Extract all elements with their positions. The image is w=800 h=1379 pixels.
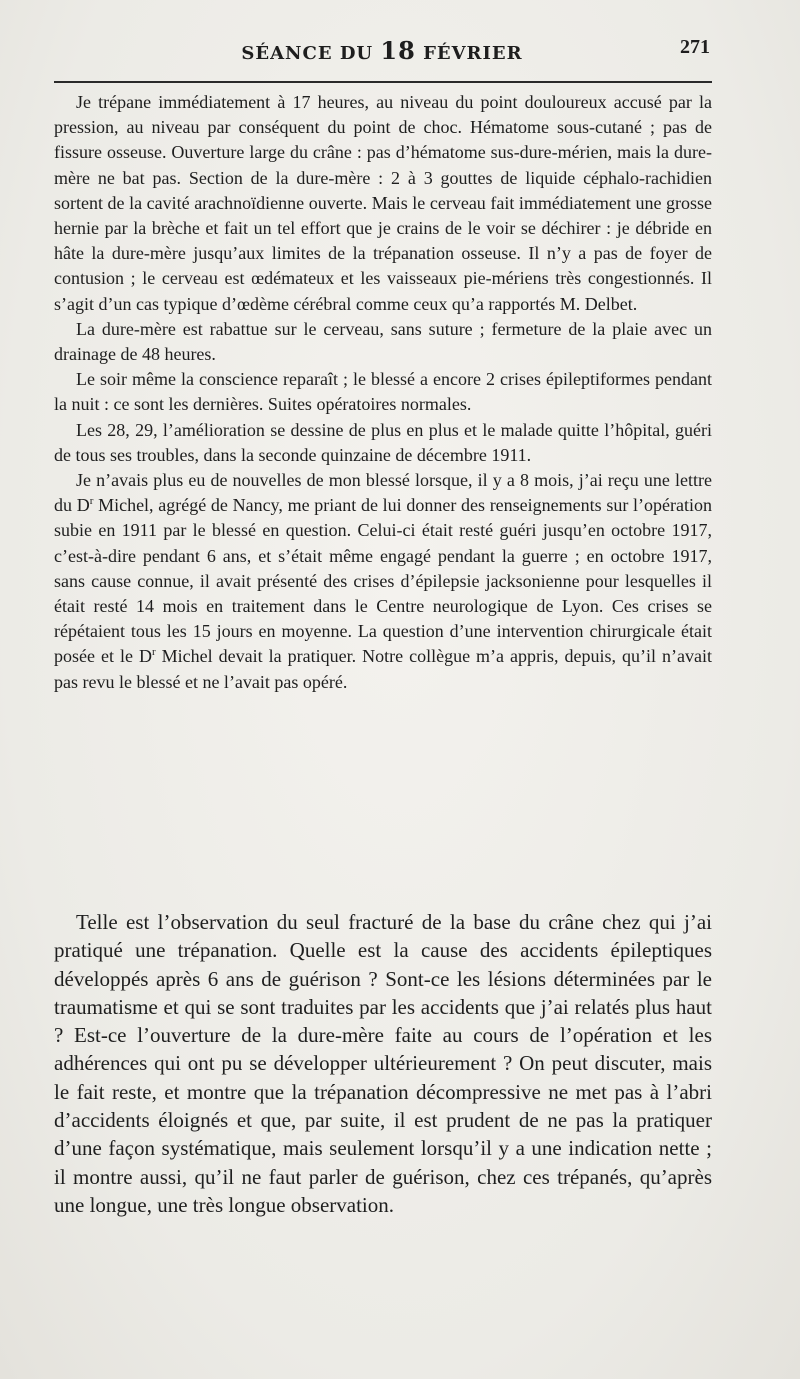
paragraph-discussion: Telle est l’observation du seul fracturé de la base du crâne chez qui j’ai pratiqué une trépanation. Quelle est la cause des accidents épileptiques développés après 6 ans de guérison ? Sont-ce les lésions déterminées par le traumatisme et qui se sont traduites par les accidents que j’ai relatés plus haut ? Est-ce l’ouverture de la dure-mère faite au cours de l’opération et les adhérences qui ont pu se développer ultérieurement ? On peut discuter, mais le fait reste, et montre que la trépanation décompressive ne met pas à l’abri d’accidents éloignés et que, par suite, il est prudent de ne pas la pratiquer d’une façon systématique, mais seulement lorsqu’il y a une indication nette ; il montre aussi, qu’il ne faut parler de guérison, chez ces trépanés, qu’après une longue, une très longue observation. bbox=[54, 910, 712, 1217]
header-rule bbox=[54, 81, 712, 83]
follow-up-superscript-1: r bbox=[89, 495, 94, 508]
running-head-title bbox=[54, 36, 710, 65]
discussion-text bbox=[54, 908, 712, 1219]
follow-up-superscript-2: r bbox=[151, 646, 156, 659]
running-head bbox=[54, 36, 710, 66]
paragraph-dura-mater: La dure-mère est rabattue sur le cerveau, sans suture ; fermeture de la plaie avec un drainage de 48 heures. bbox=[54, 318, 712, 365]
paragraph-evening: Le soir même la conscience reparaît ; le blessé a encore 2 crises épileptiformes pendant la nuit : ce sont les dernières. Suites opératoires normales. bbox=[54, 369, 712, 415]
running-head-title-day: 18 bbox=[380, 36, 416, 65]
page-number: 271 bbox=[680, 36, 710, 58]
paragraph-improvement: Les 28, 29, l’amélioration se dessine de plus en plus et le malade quitte l’hôpital, guéri de tous ses troubles, dans la seconde quinzaine de décembre 1911. bbox=[54, 419, 712, 465]
follow-up-text-b: Michel, agrégé de Nancy, me priant de lui donner des renseignements sur l’opération subie en 1911 par le blessé en question. Celui-ci était resté guéri jusqu’en octobre 1917, c’est-à-dire pendant 6 ans, et s’était même engagé pendant la guerre ; en octobre 1917, sans cause connue, il avait présenté des crises d’épilepsie jacksonienne pour lesquelles il était resté 14 mois en traitement dans le Centre neurologique de Lyon. Ces crises se répétaient tous les 15 jours en moyenne. La question d’une intervention chirurgicale était posée et le D bbox=[54, 495, 713, 667]
case-report-text bbox=[54, 90, 712, 695]
paragraph-trepanation: Je trépane immédiatement à 17 heures, au niveau du point douloureux accusé par la pression, au niveau par conséquent du point de choc. Hématome sous-cutané ; pas de fissure osseuse. Ouverture large du crâne : pas d’hématome sus-dure-mérien, mais la dure-mère ne bat pas. Section de la dure-mère : 2 à 3 gouttes de liquide céphalo-rachidien sortent de la cavité arachnoïdienne ouverte. Mais le cerveau fait immédiatement une grosse hernie par la brèche et fait un tel effort que je crains de le voir se déchirer : je débride en hâte la dure-mère jusqu’aux limites de la trépanation osseuse. Il n’y a pas de foyer de contusion ; le cerveau est œdémateux et les vaisseaux pie-mériens très congestionnés. Il s’agit d’un cas typique d’œdème cérébral comme ceux qu’a rapportés M. Delbet. bbox=[54, 92, 712, 314]
paragraph-follow-up bbox=[54, 468, 712, 695]
running-head-title-part1: SÉANCE DU bbox=[241, 43, 381, 64]
follow-up-text-c: Michel devait la pratiquer. Notre collègue m’a appris, depuis, qu’il n’avait pas revu le blessé et ne l’avait pas opéré. bbox=[54, 646, 713, 692]
running-head-title-part2: FÉVRIER bbox=[415, 43, 523, 64]
follow-up-text-a: Je n’avais plus eu de nouvelles de mon blessé lorsque, il y a 8 mois, j’ai reçu une lettre du D bbox=[54, 470, 712, 516]
